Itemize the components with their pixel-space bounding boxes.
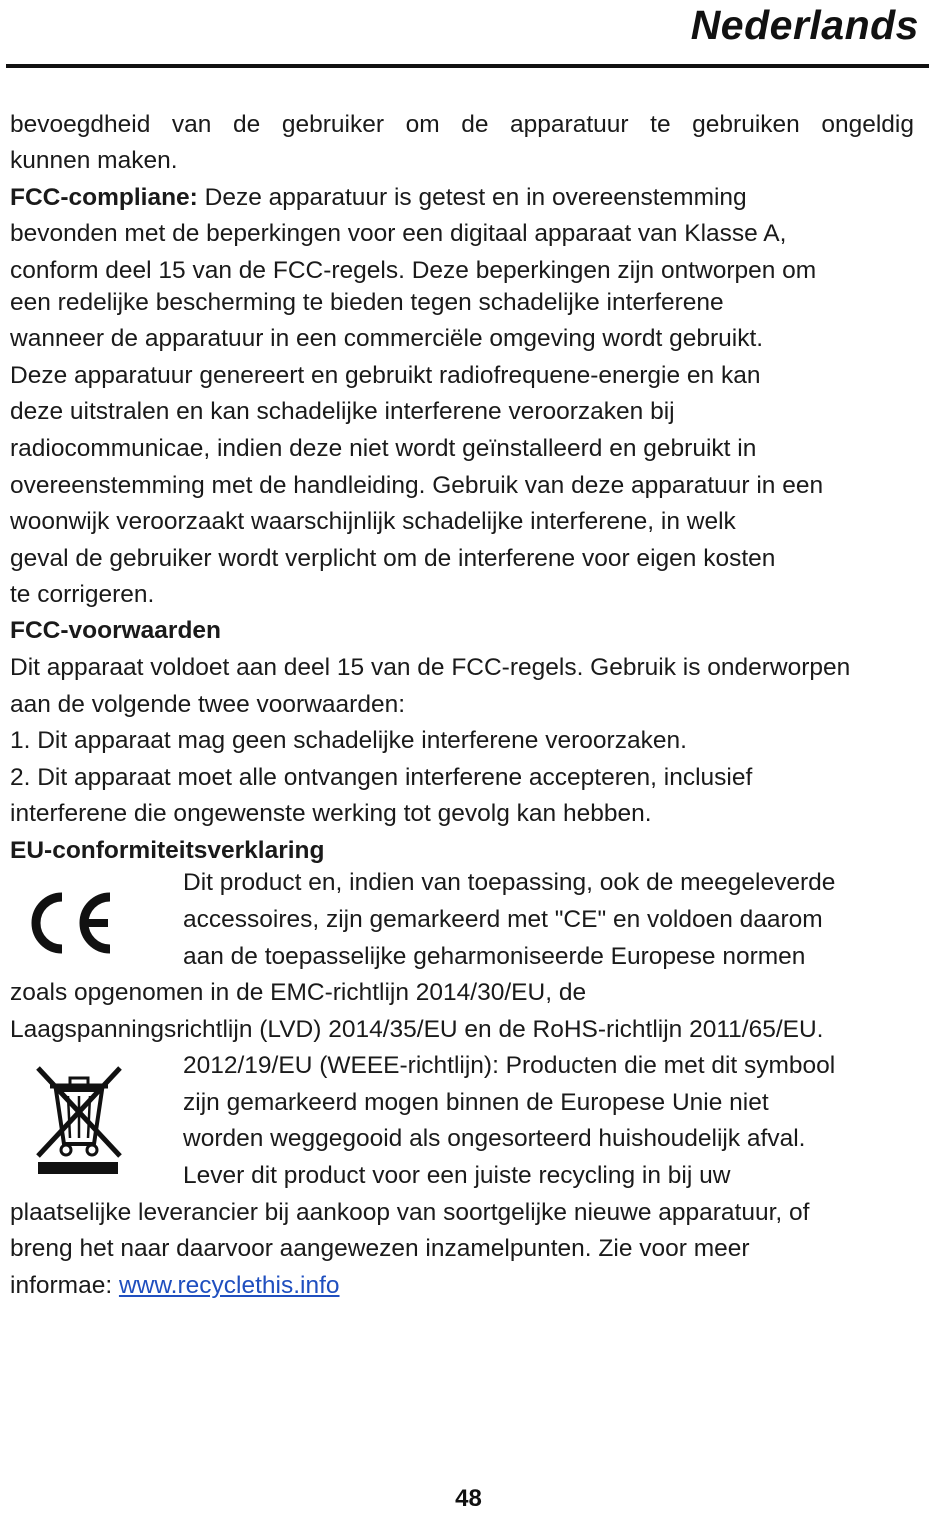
paragraph-line: Laagspanningsrichtlijn (LVD) 2014/35/EU en de RoHS-richtlijn 2011/65/EU. <box>10 1016 824 1043</box>
paragraph-line: bevoegdheid van de gebruiker om de apparatuur te gebruiken ongeldig <box>10 111 914 138</box>
paragraph-line: aan de volgende twee voorwaarden: <box>10 691 406 718</box>
header-divider <box>6 64 929 68</box>
fcc-compliance-label: FCC-compliane: <box>10 184 198 211</box>
page-number: 48 <box>455 1485 482 1512</box>
paragraph-line: zoals opgenomen in de EMC-richtlijn 2014/30/EU, de <box>10 979 587 1006</box>
paragraph-line: zijn gemarkeerd mogen binnen de Europese Unie niet <box>183 1089 769 1116</box>
paragraph-line: radiocommunicae, indien deze niet wordt geïnstalleerd en gebruikt in <box>10 435 757 462</box>
list-item: 1. Dit apparaat mag geen schadelijke interferene veroorzaken. <box>10 727 687 754</box>
paragraph-line: deze uitstralen en kan schadelijke interferene veroorzaken bij <box>10 398 675 425</box>
info-line <box>10 1271 340 1301</box>
weee-crossed-bin-icon <box>28 1060 128 1176</box>
page-header-title: Nederlands <box>690 2 919 48</box>
paragraph-line: woonwijk veroorzaakt waarschijnlijk schadelijke interferene, in welk <box>10 508 736 535</box>
paragraph-line: Deze apparatuur genereert en gebruikt radiofrequene-energie en kan <box>10 362 761 389</box>
paragraph-line: Dit apparaat voldoet aan deel 15 van de FCC-regels. Gebruik is onderworpen <box>10 654 851 681</box>
paragraph-line: Lever dit product voor een juiste recycling in bij uw <box>183 1162 731 1189</box>
paragraph-line: kunnen maken. <box>10 147 178 174</box>
paragraph-line: overeenstemming met de handleiding. Gebruik van deze apparatuur in een <box>10 472 824 499</box>
fcc-conditions-heading: FCC-voorwaarden <box>10 617 222 644</box>
fcc-compliance-text: Deze apparatuur is getest en in overeenstemming <box>197 184 747 211</box>
info-label: informae: <box>10 1272 119 1299</box>
paragraph-line: interferene die ongewenste werking tot gevolg kan hebben. <box>10 800 652 827</box>
list-item: 2. Dit apparaat moet alle ontvangen interferene accepteren, inclusief <box>10 764 753 791</box>
paragraph-line: 2012/19/EU (WEEE-richtlijn): Producten die met dit symbool <box>183 1052 836 1079</box>
paragraph-line: worden weggegooid als ongesorteerd huishoudelijk afval. <box>183 1125 806 1152</box>
paragraph-line: geval de gebruiker wordt verplicht om de interferene voor eigen kosten <box>10 545 776 572</box>
paragraph-line: Dit product en, indien van toepassing, ook de meegeleverde <box>183 869 836 896</box>
recyclethis-link[interactable]: www.recyclethis.info <box>118 1272 340 1299</box>
fcc-compliance-line <box>10 183 747 213</box>
eu-conformity-heading: EU-conformiteitsverklaring <box>10 837 325 864</box>
paragraph-line: te corrigeren. <box>10 581 155 608</box>
paragraph-line: bevonden met de beperkingen voor een digitaal apparaat van Klasse A, <box>10 220 787 247</box>
paragraph-line: breng het naar daarvoor aangewezen inzamelpunten. Zie voor meer <box>10 1235 750 1262</box>
paragraph-line: plaatselijke leverancier bij aankoop van soortgelijke nieuwe apparatuur, of <box>10 1199 810 1226</box>
paragraph-line: aan de toepasselijke geharmoniseerde Europese normen <box>183 943 806 970</box>
paragraph-line: een redelijke bescherming te bieden tegen schadelijke interferene <box>10 289 724 316</box>
ce-mark-icon <box>22 885 122 961</box>
paragraph-line: conform deel 15 van de FCC-regels. Deze beperkingen zijn ontworpen om <box>10 257 817 284</box>
paragraph-line: wanneer de apparatuur in een commerciële omgeving wordt gebruikt. <box>10 325 764 352</box>
paragraph-line: accessoires, zijn gemarkeerd met "CE" en voldoen daarom <box>183 906 823 933</box>
